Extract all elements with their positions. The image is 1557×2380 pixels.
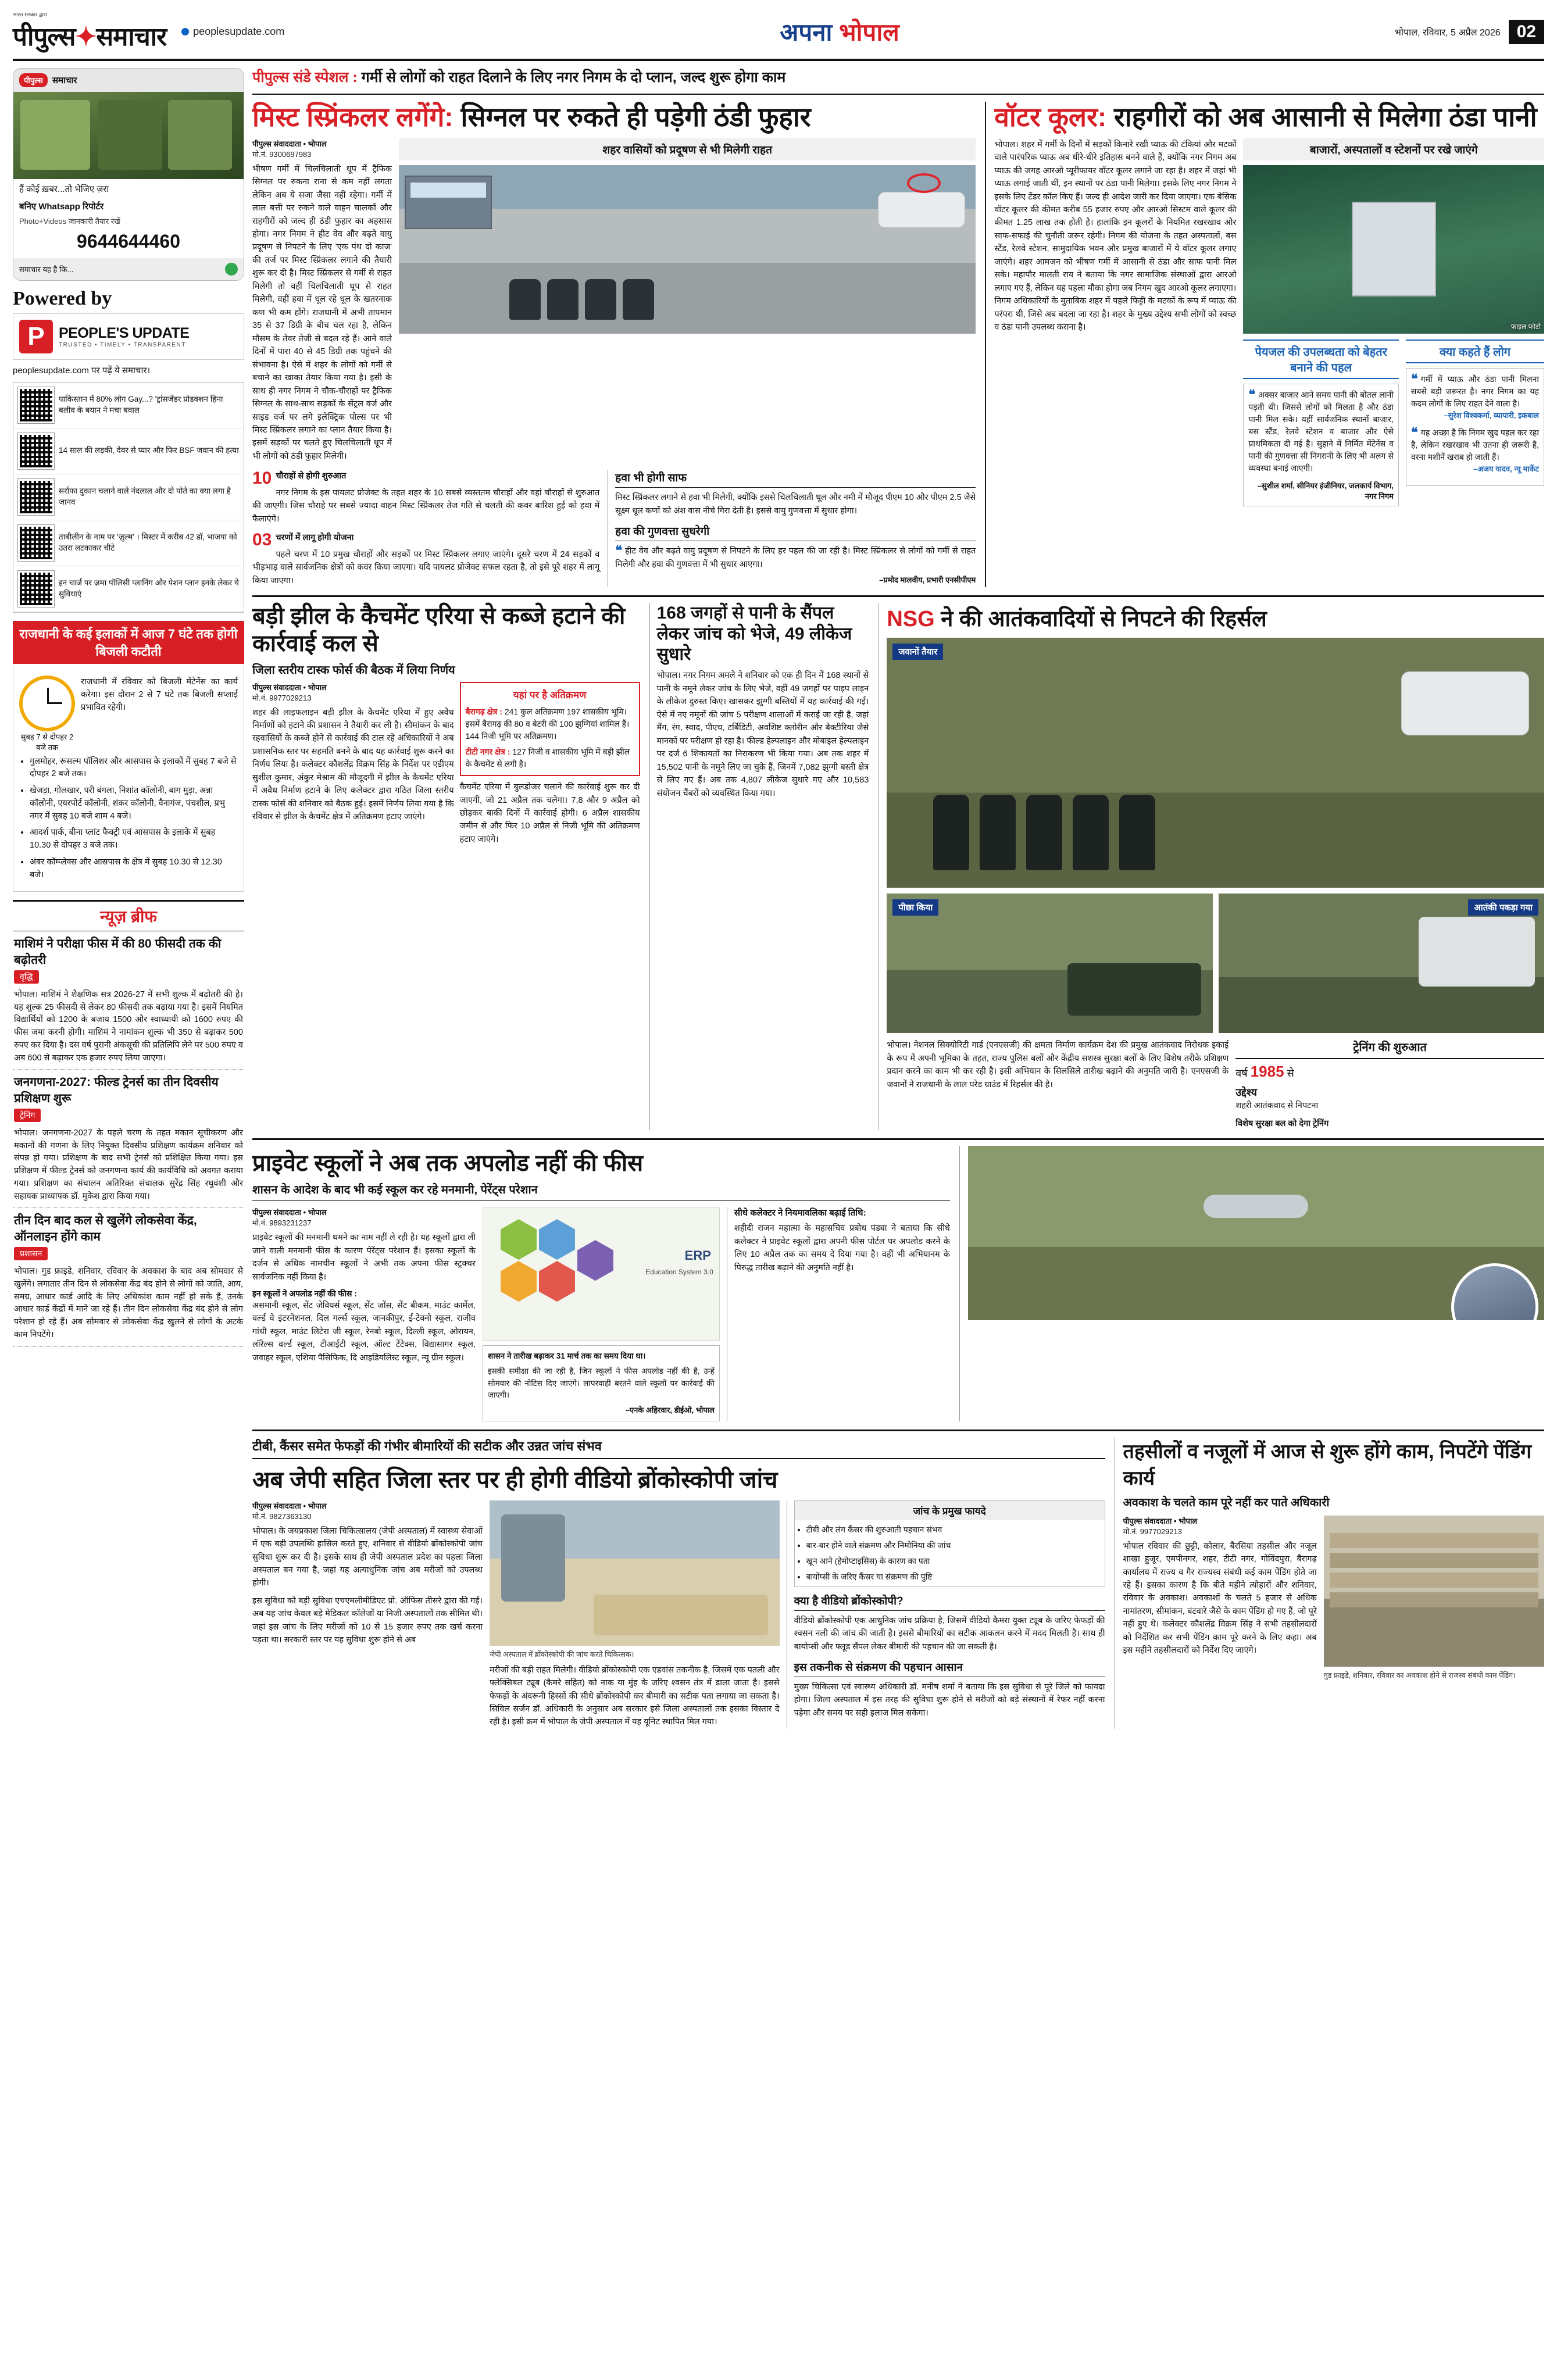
list-item[interactable] bbox=[13, 474, 244, 520]
clock-icon bbox=[19, 676, 75, 731]
pu-name2: UPDATE bbox=[132, 324, 190, 341]
nsg-chase-photo bbox=[887, 894, 1212, 1033]
side-note-head: सीधे कलेक्टर ने नियमावलिका बढ़ाई तिथि: bbox=[734, 1208, 866, 1218]
qr-item-text: 14 साल की लड़की, देवर से प्यार और फिर BSF जवान की हत्या bbox=[59, 446, 239, 455]
list-item: • बार-बार होने वाले संक्रमण और निमोनिया की जांच bbox=[806, 1539, 1105, 1552]
nsg-helicopter-photo bbox=[968, 1146, 1544, 1320]
headline: प्राइवेट स्कूलों ने अब तक अपलोड नहीं की फीस bbox=[252, 1150, 644, 1177]
qr-item-text: सर्राफा दुकान चलाने वाले नंदलाल और दो पोते का क्या लगा है जानव bbox=[59, 486, 231, 506]
vox-box-left bbox=[1243, 384, 1399, 506]
stat-label: चौराहों से होगी शुरुआत bbox=[276, 471, 347, 481]
what-is-body: वीडियो ब्रोंकोस्कोपी एक आधुनिक जांच प्रक्रिया है, जिसमें वीडियो कैमरा युक्त ट्यूब के जरिए फेफड़ों की श्वसन नली की जांच की जाती है। इससे बीमारियों का सटीक आकलन करने में मदद मिलती है। साथ ही बायोप्सी और फ्लूड सैंपल लेकर बीमारी की पहचान की जा सकती है। bbox=[794, 1616, 1105, 1652]
website-label: peoplesupdate.com bbox=[193, 26, 285, 37]
masthead-logo: भारत सरकार द्वारा पीपुल्स✦समाचार bbox=[13, 12, 167, 51]
power-cut-section-header: राजधानी के कई इलाकों में आज 7 घंटे तक होगी बिजली कटौती bbox=[13, 621, 244, 664]
brief-tag: प्रशासन bbox=[14, 1247, 48, 1260]
brief-body: भोपाल। गुड फ्राइडे, शनिवार, रविवार के अवकाश के बाद अब सोमवार से खुलेंगे। लगातार तीन दिन से लोकसेवा केंद्र बंद होने से लोगों को जाति, आय, समग्र, आधार कार्ड आदि के लिए अधिकांश काम नहीं हो सके हैं, उनके आधार कार्ड केंद्रों में माने जा रहे हैं। तीन दिन लोकसेवा केंद्र बंद होने से लोग परेशान हो रहे हैं। अब सोमवार से लोकसेवा केंद्र खुलने से लोगों के अटके काम निपटेंगे। bbox=[14, 1267, 243, 1339]
air-quality2-title: हवा की गुणवत्ता सुधरेगी bbox=[615, 523, 976, 541]
headline bbox=[252, 102, 976, 133]
power-cut-box bbox=[13, 664, 244, 892]
nsg-inset-photo bbox=[1451, 1263, 1538, 1320]
schools-list-head: इन स्कूलों ने अपलोड नहीं की फीस : bbox=[252, 1288, 357, 1298]
story-bronchoscopy bbox=[252, 1437, 1105, 1729]
nsg-main-photo bbox=[887, 638, 1544, 888]
air-quality2-body: ❝ हीट वेव और बढ़ते वायु प्रदूषण से निपटने के लिए हर पहल की जा रही है। मिस्ट स्प्रिंकलर से लोगों को गर्मी से राहत मिलेगी और हवा की गुणवत्ता में भी सुधार आएगा। bbox=[615, 543, 976, 569]
list-item: • खेजड़ा, गोलखार, परी बंगला, निशांत कॉलोनी, बाग मुड़ा, अन्ना कॉलोनी, एयरपोर्ट कॉलोनी, शंकर कॉलोनी, वैनागंज, पंचशील, प्रभु नगर में सुबह 10 बजे शाम 4 बजे। bbox=[30, 785, 238, 823]
headline-highlight: मिस्ट स्प्रिंकलर लगेंगे: bbox=[252, 101, 453, 132]
ad-footer bbox=[13, 258, 244, 280]
lead-stories bbox=[252, 102, 1544, 587]
vox-box-right bbox=[1406, 368, 1544, 486]
middle-row bbox=[252, 603, 1544, 1130]
story-body-3: मरीजों की बड़ी राहत मिलेगी। वीडियो ब्रोंकोस्कोपी एक एडवांस तकनीक है, जिसमें एक पतली और फ्लेक्सिबल ट्यूब (कैमरे सहित) को नाक या मुंह के जरिए श्वसन तंत्र में डाला जाता है। इससे फेफड़ों के अंदरूनी हिस्सों की सीधे ब्रोंकोस्कोपी कर बीमारी का सटीक पता लगाया जा सकता है। सिविल सर्जन डॉ. अधिकारी के अनुसार अब सरकार इसे जिला अस्पतालों तक इसका विस्तार दे रही है। इसी क्रम में भोपाल के जेपी अस्पताल में यह यूनिट स्थापित मिल गया। bbox=[489, 1665, 780, 1727]
story-private-schools bbox=[252, 1146, 950, 1421]
clock-caption: सुबह 7 से दोपहर 2 बजे तक bbox=[20, 732, 74, 752]
headline-highlight: वॉटर कूलर: bbox=[994, 101, 1107, 132]
byline: पीपुल्स संवाददाता • भोपाल मो.नं. 9893231237 bbox=[252, 1208, 327, 1228]
masthead-logo-tiny: भारत सरकार द्वारा bbox=[13, 12, 47, 17]
qr-code-icon[interactable] bbox=[18, 433, 54, 469]
box-item: बैरागढ़ क्षेत्र : 241 कुल अतिक्रमण 197 शासकीय भूमि। इसमें बैरागढ़ की 80 व बेटरी की 100 झुग्गियां शामिल हैं। 144 निजी भूमि पर अतिक्रमण। bbox=[465, 707, 630, 741]
qr-item-text: इन चार्ज पर ज़मा पॉलिसी प्लानिंग और पेशन प्लान इनके लेकर ये सुविधाएं bbox=[59, 578, 239, 598]
pu-name: PEOPLE'S bbox=[59, 324, 129, 341]
story-water-samples bbox=[649, 603, 869, 1130]
ad-line-2: बनिए Whatsapp रिपोर्टर bbox=[19, 202, 104, 212]
erp-diagram bbox=[483, 1207, 720, 1341]
vox-header: क्या कहते हैं लोग bbox=[1406, 340, 1544, 363]
list-item: • अंबर कॉम्प्लेक्स और आसपास के क्षेत्र में सुबह 10.30 से 12.30 बजे। bbox=[30, 856, 238, 882]
list-item[interactable] bbox=[13, 428, 244, 474]
pu-mark-icon: P bbox=[19, 320, 53, 353]
byline: पीपुल्स संवाददाता • भोपाल मो.नं. 9977029213 bbox=[1123, 1516, 1198, 1536]
objective-text: शहरी आतंकवाद से निपटना bbox=[1235, 1101, 1319, 1111]
headline: 168 जगहों से पानी के सैंपल लेकर जांच को भेजे, 49 लीकेज सुधारे bbox=[656, 603, 852, 664]
story-body: प्राइवेट स्कूलों की मनमानी थमने का नाम नहीं ले रही है। यह स्कूलों द्वारा ली जाने वाली मनमानी फीस के कारण पेरेंट्स परेशान हैं। इसका स्कूलों के दर्जन से अधिक नामचीन स्कूलों ने अभी तक अपना फीस स्ट्रक्चर सार्वजनिक नहीं किया है। bbox=[252, 1233, 476, 1282]
what-is-title: क्या है वीडियो ब्रोंकोस्कोपी? bbox=[794, 1593, 1105, 1611]
qr-item-text: ताबीलीन के नाम पर 'ज़ुल्म' । मिस्टर में करीब 42 डॉ, भाजपा को उतरा लटकाकर चीटे bbox=[59, 532, 237, 552]
list-item: • गुलमोहर, रूसल्म पॉलिशर और आसपास के इलाकों में सुबह 7 बजे से दोपहर 2 बजे तक। bbox=[30, 756, 238, 781]
photo-tag: आतंकी पकड़ा गया bbox=[1468, 899, 1538, 916]
brief-tag: वृद्धि bbox=[14, 970, 39, 984]
air-quality-title: हवा भी होगी साफ bbox=[615, 470, 976, 488]
story-body: शहर की लाइफलाइन बड़ी झील के कैचमेंट एरिया में हुए अवैध निर्माणों को हटाने की प्रशासन ने तैयारी कर ली है। सीमांकन के बाद रहवासियों के कब्जे होने से कार्रवाई की टाल रहे अधिकारियों ने अब प्रशासनिक स्तर पर सहमति बनने के बाद यह कार्रवाई शुरू करने का निर्णय लिया है। कलेक्टर कौशलेंद्र विक्रम सिंह के निर्देश पर एडीएम सुशील कुमार, अंकुर मेश्राम की मौजूदगी में झील के कैचमेंट एरिया में अवैध निर्माण हटाने के लिए कलेक्टर द्वारा गठित जिला स्तरीय टास्क फोर्स की शनिवार को बैठक हुई। इसमें निर्णय लिया गया है कि रविवार से झील के कैचमेंट क्षेत्र में अतिक्रमण हटाए जाएंगे। bbox=[252, 707, 454, 822]
left-rail bbox=[13, 68, 244, 1729]
side-note-body: शहीदी राजन महात्मा के महासचिव प्रबोध पंड्या ने बताया कि सीधे कलेक्टर ने प्राइवेट स्कूलों द्वारा अपनी फीस पोर्टल पर अपलोड करने के लिए 10 अप्रैल तक का समय दे दिया गया है। वहीं भी अभियानम के पिरुद्ध तारीख बढ़ाने की अनुमति नहीं है। bbox=[734, 1224, 950, 1273]
objective-label: उद्देश्य bbox=[1235, 1087, 1257, 1099]
schools-row bbox=[252, 1146, 1544, 1421]
list-item: • बायोप्सी के जरिए कैंसर या संक्रमण की पुष्टि bbox=[806, 1571, 1105, 1583]
main-column bbox=[252, 68, 1544, 1729]
ad-phone[interactable]: 9644644460 bbox=[77, 230, 180, 252]
sunday-special-strip bbox=[252, 68, 1544, 95]
qr-item-text: पाकिस्तान में 80% लोग Gay...? 'ट्रांसजेंडर प्रोडक्शन हिना बलीव के बयान ने मचा बवाल bbox=[59, 394, 223, 414]
edition-title: अपना भोपाल bbox=[780, 19, 899, 46]
list-item: • आदर्श पार्क, बीना प्लांट फैक्ट्री एवं आसपास के इलाके में सुबह 10.30 से दोपहर 3 बजे तक। bbox=[30, 827, 238, 852]
schools-list-body: असमानी स्कूल, सेंट जेवियर्स स्कूल, सेंट जोंस, सेंट बीकम, माउंट कार्मेल, वर्ल्ड वे इंटरनेशनल, दिल गर्ल्स स्कूल, जानकीपुर, ई-टेक्नो स्कूल, राजीव गांधी स्कूल, माउंट लिटेरा जी स्कूल, रेनबो स्कूल, दिल्ली स्कूल, ओरायन, लॉरेल्स वर्ल्ड स्कूल, टीआईटी स्कूल, ऑल्ट टेंटेक्स, विद्यासागर स्कूल, जवाहर स्कूल, एशिया पैसिफिक, दि आइडियलिस्ट स्कूल, न्यू ग्रीन स्कूल। bbox=[252, 1300, 476, 1363]
headline-rest: ने की आतंकवादियों से निपटने की रिहर्सल bbox=[934, 607, 1267, 632]
nsg-photo-strip-col bbox=[959, 1146, 1544, 1421]
photo-credit: फाइल फोटो bbox=[1510, 322, 1541, 331]
story-body: भोपाल। के जयप्रकाश जिला चिकित्सालय (जेपी अस्पताल) में स्वास्थ्य सेवाओं में एक बड़ी उपलब्धि हासिल करते हुए, शनिवार से वीडियो ब्रोंकोस्कोपी जांच सुविधा शुरू कर दी है। इसके साथ ही जेपी अस्पताल प्रदेश का पहला जिला अस्पताल बन गया है, जहां यह अत्याधुनिक जांच अब मरीजों को उपलब्ध होगी। bbox=[252, 1526, 483, 1588]
stat-body: पहले चरण में 10 प्रमुख चौराहों और सड़कों पर मिस्ट स्प्रिंकलर लगाए जाएंगे। दूसरे चरण में 24 सड़कों व भीड़भाड़ वाले सार्वजनिक क्षेत्रों को कवर किया जाएगा। यदि पायलट प्रोजेक्ट सफल रहता है, तो इसे पूरे शहर में लागू किया जाएगा। bbox=[252, 549, 600, 585]
vox-author: –अजय यादव, न्यू मार्केट bbox=[1473, 464, 1539, 474]
special-text1: गर्मी से लोगों को राहत दिलाने के लिए bbox=[357, 69, 556, 85]
power-cut-intro: राजधानी में रविवार को बिजली मेंटेनेंस का कार्य करेगा। इस दौरान 2 से 7 घंटे तक बिजली सप्लाई प्रभावित रहेगी। bbox=[81, 677, 238, 713]
qr-news-list bbox=[13, 382, 244, 613]
byline-text: पीपुल्स संवाददाता • भोपाल bbox=[252, 139, 327, 148]
brief-title: जनगणना-2027: फील्ड ट्रेनर्स का तीन दिवसीय प्रशिक्षण शुरू bbox=[14, 1075, 219, 1105]
masthead bbox=[13, 10, 1544, 61]
vox-item: ❝ अक्सर बाजार आने समय पानी की बोतल लानी पड़ती थी। जिससे लोगों को मिलता है और ठंडा पानी मिल सके। यहीं सार्वजनिक स्थानों बाजार, बस स्टैंड, रेलवे स्टेशन व बाजार और ऐसे प्राथमिकता दी गई है। सुहाने में निर्मित मेंटेनेंस व पानी की गुणवत्ता सी निगरानी के लिए भी अलग से व्यवस्था बनाई जाएगी। bbox=[1248, 387, 1394, 473]
box-item: टीटी नगर क्षेत्र : 127 निजी व शासकीय भूमि में बड़ी झील के कैचमेंट से लगी है। bbox=[465, 747, 630, 769]
stat-block-1 bbox=[252, 470, 599, 526]
story-water-cooler bbox=[985, 102, 1544, 587]
story-nsg bbox=[878, 603, 1544, 1130]
benefits-title: जांच के प्रमुख फायदे bbox=[795, 1501, 1105, 1520]
byline: पीपुल्स संवाददाता • भोपाल मो.नं. 9977029213 bbox=[252, 682, 327, 702]
air-quality-body: मिस्ट स्प्रिंकलर लगाने से हवा भी मिलेगी, क्योंकि इससे चिलचिलाती धूल और नमी में मौजूद पीएम 10 और पीएम 2.5 जैसे सूक्ष्म धूल कणों को अंश वास नीचे गिरा देती है। इससे वायु गुणवत्ता में सुधार होगा। bbox=[615, 493, 976, 516]
subheadline: शासन के आदेश के बाद भी कई स्कूल कर रहे मनमानी, पेरेंट्स परेशान bbox=[252, 1181, 950, 1201]
dateline: भोपाल, रविवार, 5 अप्रैल 2026 bbox=[1394, 27, 1501, 38]
vox-source: –सुशील शर्मा, सीनियर इंजीनियर, जलकार्य विभाग, नगर निगम bbox=[1257, 481, 1394, 501]
qr-code-icon[interactable] bbox=[18, 571, 54, 607]
list-item[interactable] bbox=[13, 566, 244, 612]
send-icon[interactable] bbox=[225, 263, 238, 276]
peoples-update-logo bbox=[13, 313, 244, 360]
ad-photo bbox=[13, 92, 244, 179]
nsg-note: विशेष सुरक्षा बल को देगा ट्रेनिंग bbox=[1235, 1118, 1329, 1128]
masthead-logo-sub: समाचार bbox=[96, 23, 167, 51]
list-item[interactable] bbox=[13, 520, 244, 566]
school-note-source: –एनके अहिरवार, डीईओ, भोपाल bbox=[625, 1406, 715, 1415]
whatsapp-reporter-ad[interactable] bbox=[13, 68, 244, 281]
headline-rest: राहगीरों को अब आसानी से मिलेगा ठंडा पानी bbox=[1106, 101, 1537, 132]
water-cooler-photo bbox=[1243, 165, 1544, 334]
list-item[interactable] bbox=[13, 383, 244, 428]
ad-header bbox=[13, 69, 244, 92]
topstrip: टीबी, कैंसर समेत फेफड़ों की गंभीर बीमारियों की सटीक और उन्नत जांच संभव bbox=[252, 1437, 1105, 1459]
photo-tag: पीछा किया bbox=[892, 899, 938, 916]
byline-mobile: मो.नं. 9300697983 bbox=[252, 149, 312, 159]
headline bbox=[994, 102, 1544, 133]
quote-icon: ❝ bbox=[1410, 371, 1418, 386]
ad-brand-badge: पीपुल्स bbox=[19, 73, 48, 87]
subheadline: शहर वासियों को प्रदूषण से भी मिलेगी राहत bbox=[399, 138, 976, 160]
subheadline: बाजारों, अस्पतालों व स्टेशनों पर रखे जाएंगे bbox=[1243, 138, 1544, 160]
availability-title: पेयजल की उपलब्धता को बेहतर बनाने की पहल bbox=[1243, 340, 1399, 379]
tech-body: मुख्य चिकित्सा एवं स्वास्थ्य अधिकारी डॉ. मनीष शर्मा ने बताया कि इस सुविधा से पूरे जिले को फायदा होगा। जिला अस्पताल में इस तरह की सुविधा शुरू होने से मरीजों को बड़े संस्थानों में रेफर नहीं करना पड़ेगा और समय पर सही इलाज मिल सकेगा। bbox=[794, 1682, 1105, 1718]
benefits-box bbox=[794, 1500, 1105, 1587]
news-brief-item[interactable] bbox=[13, 1070, 244, 1208]
globe-icon bbox=[181, 28, 189, 35]
traffic-signal-photo bbox=[399, 165, 976, 334]
pu-readline: peoplesupdate.com पर पढ़ें ये समाचार। bbox=[13, 365, 151, 376]
files-photo bbox=[1324, 1516, 1544, 1667]
headline: बड़ी झील के कैचमेंट एरिया से कब्जे हटाने की कार्रवाई कल से bbox=[252, 603, 626, 657]
special-bold: नगर निगम के दो प्लान bbox=[556, 69, 673, 85]
list-item: • टीबी और लंग कैंसर की शुरुआती पहचान संभव bbox=[806, 1524, 1105, 1536]
encroachment-box bbox=[460, 682, 640, 777]
photo-caption: गुड फ्राइडे, शनिवार, रविवार का अवकाश होने से राजस्व संबंधी काम पेंडिंग। bbox=[1323, 1671, 1516, 1679]
story-body: भीषण गर्मी में चिलचिलाती धूप में ट्रैफिक सिग्नल पर रुकना राना से कम नहीं लगता लेकिन अब ये सजा जैसा नहीं रहेगा। गर्मी में लाल बत्ती पर रुकने वाले वाहन चालकों और राहगीरों को जल्द ही ठंडी फुहार का अहसास होगा। नगर निगम ने हीट वेव और बढ़ते वायु प्रदूषण से निपटने के लिए 'एक पंथ दो काज' की तर्ज पर मिस्ट स्प्रिंकलर लगाने की तैयारी शुरू कर दी है। मिस्ट स्प्रिंकलर से गर्मी से राहत मिलेगी तो वहीं चिलचिलाती धूप से राहत मिलेगी, वहीं हवा में धूल रहे धूल के खतरनाक कण भी कम होंगे। राजधानी में अभी तापमान 35 से 37 डिग्री के बीच चल रहा है, लेकिन मौसम के तेवर तेजी से बदल रहे हैं। आने वाले दिनों में पारा 40 से 45 डिग्री तक पहुंचने की संभावना है। ऐसे में शहर के लोगों को गर्मी से बचाने का खाका तैयार किया गया है। इसी के साथ ही नगर निगम ने चौक-चौराहों पर ट्रैफिक सिग्नल के साथ-साथ सड़कों के सेंट्रल वर्ज और साइड वर्ज पर लगे इलेक्ट्रिक पोल्स पर भी मिस्ट स्प्रिंकलर लगाने का प्लान तैयार किया है। इसमें सड़कों पर चलते हुए चिलचिलाती धूप में भी लोगों को ठंडी फुहार मिलेगी। bbox=[252, 164, 392, 461]
stat-label: चरणों में लागू होगी योजना bbox=[276, 533, 354, 543]
ad-footer-text: समाचार यह है कि... bbox=[19, 265, 74, 274]
brief-title: माशिमं ने परीक्षा फीस में की 80 फीसदी तक की बढ़ोतरी bbox=[14, 937, 222, 967]
subheadline: जिला स्तरीय टास्क फोर्स की बैठक में लिया निर्णय bbox=[252, 663, 455, 677]
training-year-label: वर्ष bbox=[1235, 1067, 1248, 1080]
qr-code-icon[interactable] bbox=[18, 479, 54, 515]
stat-block-2 bbox=[252, 531, 599, 587]
story-mist-sprinkler bbox=[252, 102, 976, 587]
school-note-head: शासन ने तारीख बढ़ाकर 31 मार्च तक का समय दिया था। bbox=[487, 1352, 646, 1361]
brief-body: भोपाल। जनगणना-2027 के पहले चरण के तहत मकान सूचीकरण और मकानों की गणना के लिए नियुक्त दिवसीय प्रशिक्षण कार्यक्रम शनिवार को संपन्न हो गया। प्रशिक्षण के बाद सभी ट्रेनर्स को प्रशिक्षित किया गया। इस प्रशिक्षण में फील्ड ट्रेनर्स को जनगणना कार्य की कार्यविधि को अवगत कराया गया। प्रशिक्षण का संचालन अतिरिक्त संचालक सुरेंद्र सिंह रघुवंशी और सहायक प्राध्यापक डॉ. मुकेश द्वारा किया गया। bbox=[14, 1128, 243, 1201]
headline: अब जेपी सहित जिला स्तर पर ही होगी वीडियो ब्रोंकोस्कोपी जांच bbox=[252, 1467, 778, 1493]
photo-tag: जवानों तैयार bbox=[892, 644, 943, 660]
story-body: भोपाल रविवार की छुट्टी, कोलार, बैरसिया तहसील और नजूल शाखा हुजूर, एमपीनगर, शहर, टीटी नगर, गोविंदपुरा, बैरागढ़ कार्यालय में राज्य व गैर राज्यस्व संबंधी कई काम पेंडिंग होते जा रहे हैं। इसका कारण है कि बीते महीने त्योहारों और शनिवार, रविवार के अवकाश। अवकाशों के चलते 5 हजार से अधिक नामांतरण, सीमांकन, बंटवारे जैसे के काम पेंडिंग हो गए हैं, जो पूरे नहीं हुए थे। कलेक्टर कौशलेंद्र विक्रम सिंह ने सभी तहसीलदारों को निर्देशित कर सभी पेंडिंग काम पूरे करने के लिए कहा। अब इस महीने तहसीलदारों को निर्देश दिए जाएंगे। bbox=[1123, 1541, 1317, 1656]
subheadline: अवकाश के चलते काम पूरे नहीं कर पाते अधिकारी bbox=[1123, 1496, 1330, 1509]
quote-icon: ❝ bbox=[1410, 425, 1418, 440]
pu-tagline: TRUSTED • TIMELY • TRANSPARENT bbox=[59, 341, 186, 348]
erp-title: Education System 3.0 bbox=[645, 1268, 713, 1277]
power-cut-bullets bbox=[19, 756, 238, 882]
ad-brand-name: समाचार bbox=[52, 76, 77, 85]
qr-code-icon[interactable] bbox=[18, 525, 54, 561]
headline-highlight: NSG bbox=[887, 607, 935, 632]
ad-line-1: हैं कोई ख़बर...तो भेजिए ज़रा bbox=[19, 184, 109, 194]
tech-title: इस तकनीक से संक्रमण की पहचान आसान bbox=[794, 1659, 1105, 1677]
news-brief-item[interactable] bbox=[13, 931, 244, 1070]
masthead-website[interactable] bbox=[181, 26, 284, 38]
training-year-suffix: से bbox=[1287, 1067, 1294, 1080]
powered-by-title: Powered by bbox=[13, 287, 112, 309]
bottom-row bbox=[252, 1437, 1544, 1729]
list-item: • खून आने (हेमोप्टाइसिस) के कारण का पता bbox=[806, 1555, 1105, 1567]
quote-icon: ❝ bbox=[615, 543, 623, 558]
stat-number: 10 bbox=[252, 469, 272, 488]
headline: तहसीलों व नजूलों में आज से शुरू होंगे काम, निपटेंगे पेंडिंग कार्य bbox=[1123, 1440, 1532, 1489]
school-note-box bbox=[483, 1345, 720, 1421]
masthead-logo-main: पीपुल्स bbox=[13, 23, 76, 51]
box-title: यहां पर है अतिक्रमण bbox=[513, 689, 587, 701]
brief-title: तीन दिन बाद कल से खुलेंगे लोकसेवा केंद्र, ऑनलाइन होंगे काम bbox=[14, 1214, 197, 1243]
brief-body: भोपाल। माशिमं ने शैक्षणिक सत्र 2026-27 में सभी शुल्क में बढ़ोतरी की है। यह शुल्क 25 फीसदी से लेकर 80 फीसदी तक बढ़ाया गया है। इसमें नियमित विद्यार्थियों को 1200 के बजाय 1500 और स्वाध्यायी को 1600 रुपए की फीस जमा करनी होगी। माशिमं ने नामांकन शुल्क भी 350 से बढ़ाकर 500 रुपए कर दिया है। दस वर्ष पुरानी अंकसूची की प्रतिलिपि लेने पर 500 रुपए व अब 600 से बढ़ाकर एक हजार रुपए लिया जाएगा। bbox=[14, 989, 243, 1063]
vox-author: –सुरेश विश्वकर्मा, व्यापारी, इकबाल bbox=[1444, 410, 1539, 420]
erp-label: ERP bbox=[684, 1248, 711, 1263]
training-year: 1985 bbox=[1250, 1063, 1284, 1081]
byline: पीपुल्स संवाददाता • भोपाल मो.नं. 9827363130 bbox=[252, 1501, 327, 1521]
special-text2: , जल्द शुरू होगा काम bbox=[672, 69, 786, 85]
hospital-photo bbox=[490, 1500, 780, 1646]
nsg-capture-photo bbox=[1219, 894, 1544, 1033]
story-body-2: इस सुविधा को बड़ी सुविधा एचएमलीमीडिएट प्रो. ऑफिस तीसरे द्वारा की गई। अब यह जांच केवल बड़े मेडिकल कॉलेजों या निजी अस्पतालों तक सीमित थी। जहां इस जांच के लिए मरीजों को 10 से 15 हजार रुपए तक खर्च करना पड़ता था। सरकारी स्तर पर यह सुविधा शुरू होने से अब bbox=[252, 1596, 483, 1645]
news-brief-header: न्यूज़ ब्रीफ bbox=[13, 900, 244, 931]
story-body: भोपाल। शहर में गर्मी के दिनों में सड़कों किनारे रखी प्याऊ की टंकियां और मटकों वाले पारंपरिक प्याऊ अब धीरे-धीरे इतिहास बनने वाले हैं, क्योंकि नगर निगम अब प्याऊ की जगह आरओ प्यूरीफायर वॉटर कूलर लगाने जा रहा है। शहर में जहां भी प्याऊ लगाई जाती थीं, इन स्थानों पर ठंडा पानी मिलेगा। इसके लिए नगर निगम ने इसके लिए टेंडर कॉल किए हैं। जल्द ही आदेश जारी कर दिया जाएगा। एक बेसिक वॉटर कूलर की कीमत करीब 55 हजार रुपए और आरओ सिस्टम वाले कूलर की कीमत 1.25 लाख तक होती है। हालांकि इन कूलरों के नियमित रखरखाव और साफ-सफाई की चुनौती जरूर रहेगी। निगम की योजना के तहत अस्पतालों, बस स्टैंड, रेलवे स्टेशन, सामुदायिक भवन और प्रमुख बाजारों में ये वॉटर कूलर लगाए जाएंगे। शहर आमजन को भीषण गर्मी में आसानी से ठंडा और साफ पानी मिल सके। महापौर मालती राय ने बताया कि नगर सामाजिक संस्थाओं द्वारा आरओ लगाए गए हैं, लेकिन यह पहला मौका होगा जब निगम खुद आरओ कूलर लगाएगा। निगम अधिकारियों के मुताबिक शहर में पहले फिट्टी के मटकों के रूप में प्याऊ की परंपरा थी, जिसे अब बदला जा रहा है। शहर के मुख्य उद्देश्य सभी लोगों को स्वच्छ व ठंडा पानी उपलब्ध कराना है। bbox=[994, 140, 1237, 333]
nsg-caption: भोपाल। नेशनल सिक्योरिटी गार्ड (एनएसजी) की क्षमता निर्माण कार्यक्रम देश की प्रमुख आतंकवाद निरोधक इकाई के रूप में अपनी भूमिका के तहत, राज्य पुलिस बलों और केंद्रीय सशस्त्र सुरक्षा बलों के लिए विशेष तरीके प्रशिक्षण प्रदान करने का काम भी कर रही है। इसी अभियान के सिलसिले तारीख बढ़ाने की अनुमति जारी है। एनएसजी के जवानों ने राजधानी के लाल परेड ग्राउंड में रिहर्सल की है। bbox=[887, 1041, 1229, 1089]
stat-number: 03 bbox=[252, 530, 272, 550]
byline bbox=[252, 138, 392, 159]
qr-code-icon[interactable] bbox=[18, 387, 54, 423]
vox-item: ❝ गर्मी में प्याऊ और ठंडा पानी मिलना सबसे बड़ी जरूरत है। नगर निगम का यह कदम लोगों के लिए राहत देने वाला है। –सुरेश विश्वकर्मा, व्यापारी, इकबाल bbox=[1411, 373, 1539, 421]
encroachment-followup: कैचमेंट एरिया में बुलडोजर चलाने की कार्रवाई शुरू कर दी जाएगी, जो 21 अप्रैल तक चलेगा। 7,8 और 9 अप्रैल को छोड़कर बाकी दिनों में कार्रवाई होगी। 6 अप्रैल शासकीय जमीन से और फिर 10 अप्रैल से निजी भूमि की अतिक्रमण हटाए जाएंगे। bbox=[459, 782, 640, 844]
story-tehsil bbox=[1115, 1437, 1544, 1729]
vox-item: ❝ यह अच्छा है कि निगम खुद पहल कर रहा है, लेकिन रखरखाव भी उतना ही ज़रूरी है, वरना मशीनें खराब हो जाती हैं। –अजय यादव, न्यू मार्केट bbox=[1411, 427, 1539, 475]
story-lake-encroachment bbox=[252, 603, 640, 1130]
page-number: 02 bbox=[1509, 20, 1544, 44]
quote-source: –प्रमोद मालवीय, प्रभारी एनसीपीएम bbox=[879, 576, 976, 585]
brief-tag: ट्रेनिंग bbox=[14, 1109, 41, 1122]
ad-subtext: Photo+Videos जानकारी तैयार रखें bbox=[19, 216, 120, 226]
special-label: पीपुल्स संडे स्पेशल : bbox=[252, 69, 358, 85]
news-brief-item[interactable] bbox=[13, 1208, 244, 1346]
story-body: भोपाल। नगर निगम अमले ने शनिवार को एक ही दिन में 168 स्थानों से पानी के नमूने लेकर जांच के लिए भेजे, वहीं 49 जगहों पर पाइप लाइन के लीकेज दुरुस्त किए। खासकर झुग्गी बस्तियों में यह कार्रवाई की गई। ऐसे में नए नमूनों की जांच 5 परीक्षण शालाओं में कराई जा रही है, जहां मैंग, रंग, स्वाद, पीएच, टर्बिडिटी, अवशिष्ट क्लोरीन और बैक्टीरिया जैसे मानकों पर परीक्षण हो रहा है। फील्ड हेल्पलाइन और मोबाइल हेल्पलाइन पर दर्ज 6 शिकायतों का निराकरण भी किया गया। अब तक शहर में 15,502 पानी के नमूने लिए जा चुके हैं, जिनमें 7,082 झुग्गी बस्ती क्षेत्र से लिए गए हैं। अब तक 4,807 लीकेज सुधारे गए और 10,583 संयोजन चैंबरों को व्यवस्थित किया गया। bbox=[656, 671, 869, 798]
stat-body: नगर निगम के इस पायलट प्रोजेक्ट के तहत शहर के 10 सबसे व्यस्ततम चौराहों और वहां चौराहों से शुरुआत की जाएगी। जिस चौराहे पर सबसे ज्यादा वाहन मिस्ट स्प्रिंकलर तेज गति से चलती की कवर बारिश हुई को हवा में फैलाएंगे। bbox=[252, 488, 600, 524]
headline bbox=[887, 603, 1544, 633]
school-note-body: इसकी समीक्षा की जा रही है, जिन स्कूलों ने फीस अपलोड नहीं की है, उन्हें सोमवार की नोटिस दिए जाएंगे। लापरवाही बरतने वाले स्कूलों पर कार्रवाई की जाएगी। bbox=[487, 1367, 715, 1399]
photo-caption: जेपी अस्पताल में ब्रोंकोस्कोपी की जांच करते चिकित्सक। bbox=[489, 1650, 634, 1659]
headline-rest: सिग्नल पर रुकते ही पड़ेगी ठंडी फुहार bbox=[453, 101, 811, 132]
training-start-title: ट्रेनिंग की शुरुआत bbox=[1235, 1039, 1544, 1059]
quote-icon: ❝ bbox=[1248, 387, 1256, 402]
